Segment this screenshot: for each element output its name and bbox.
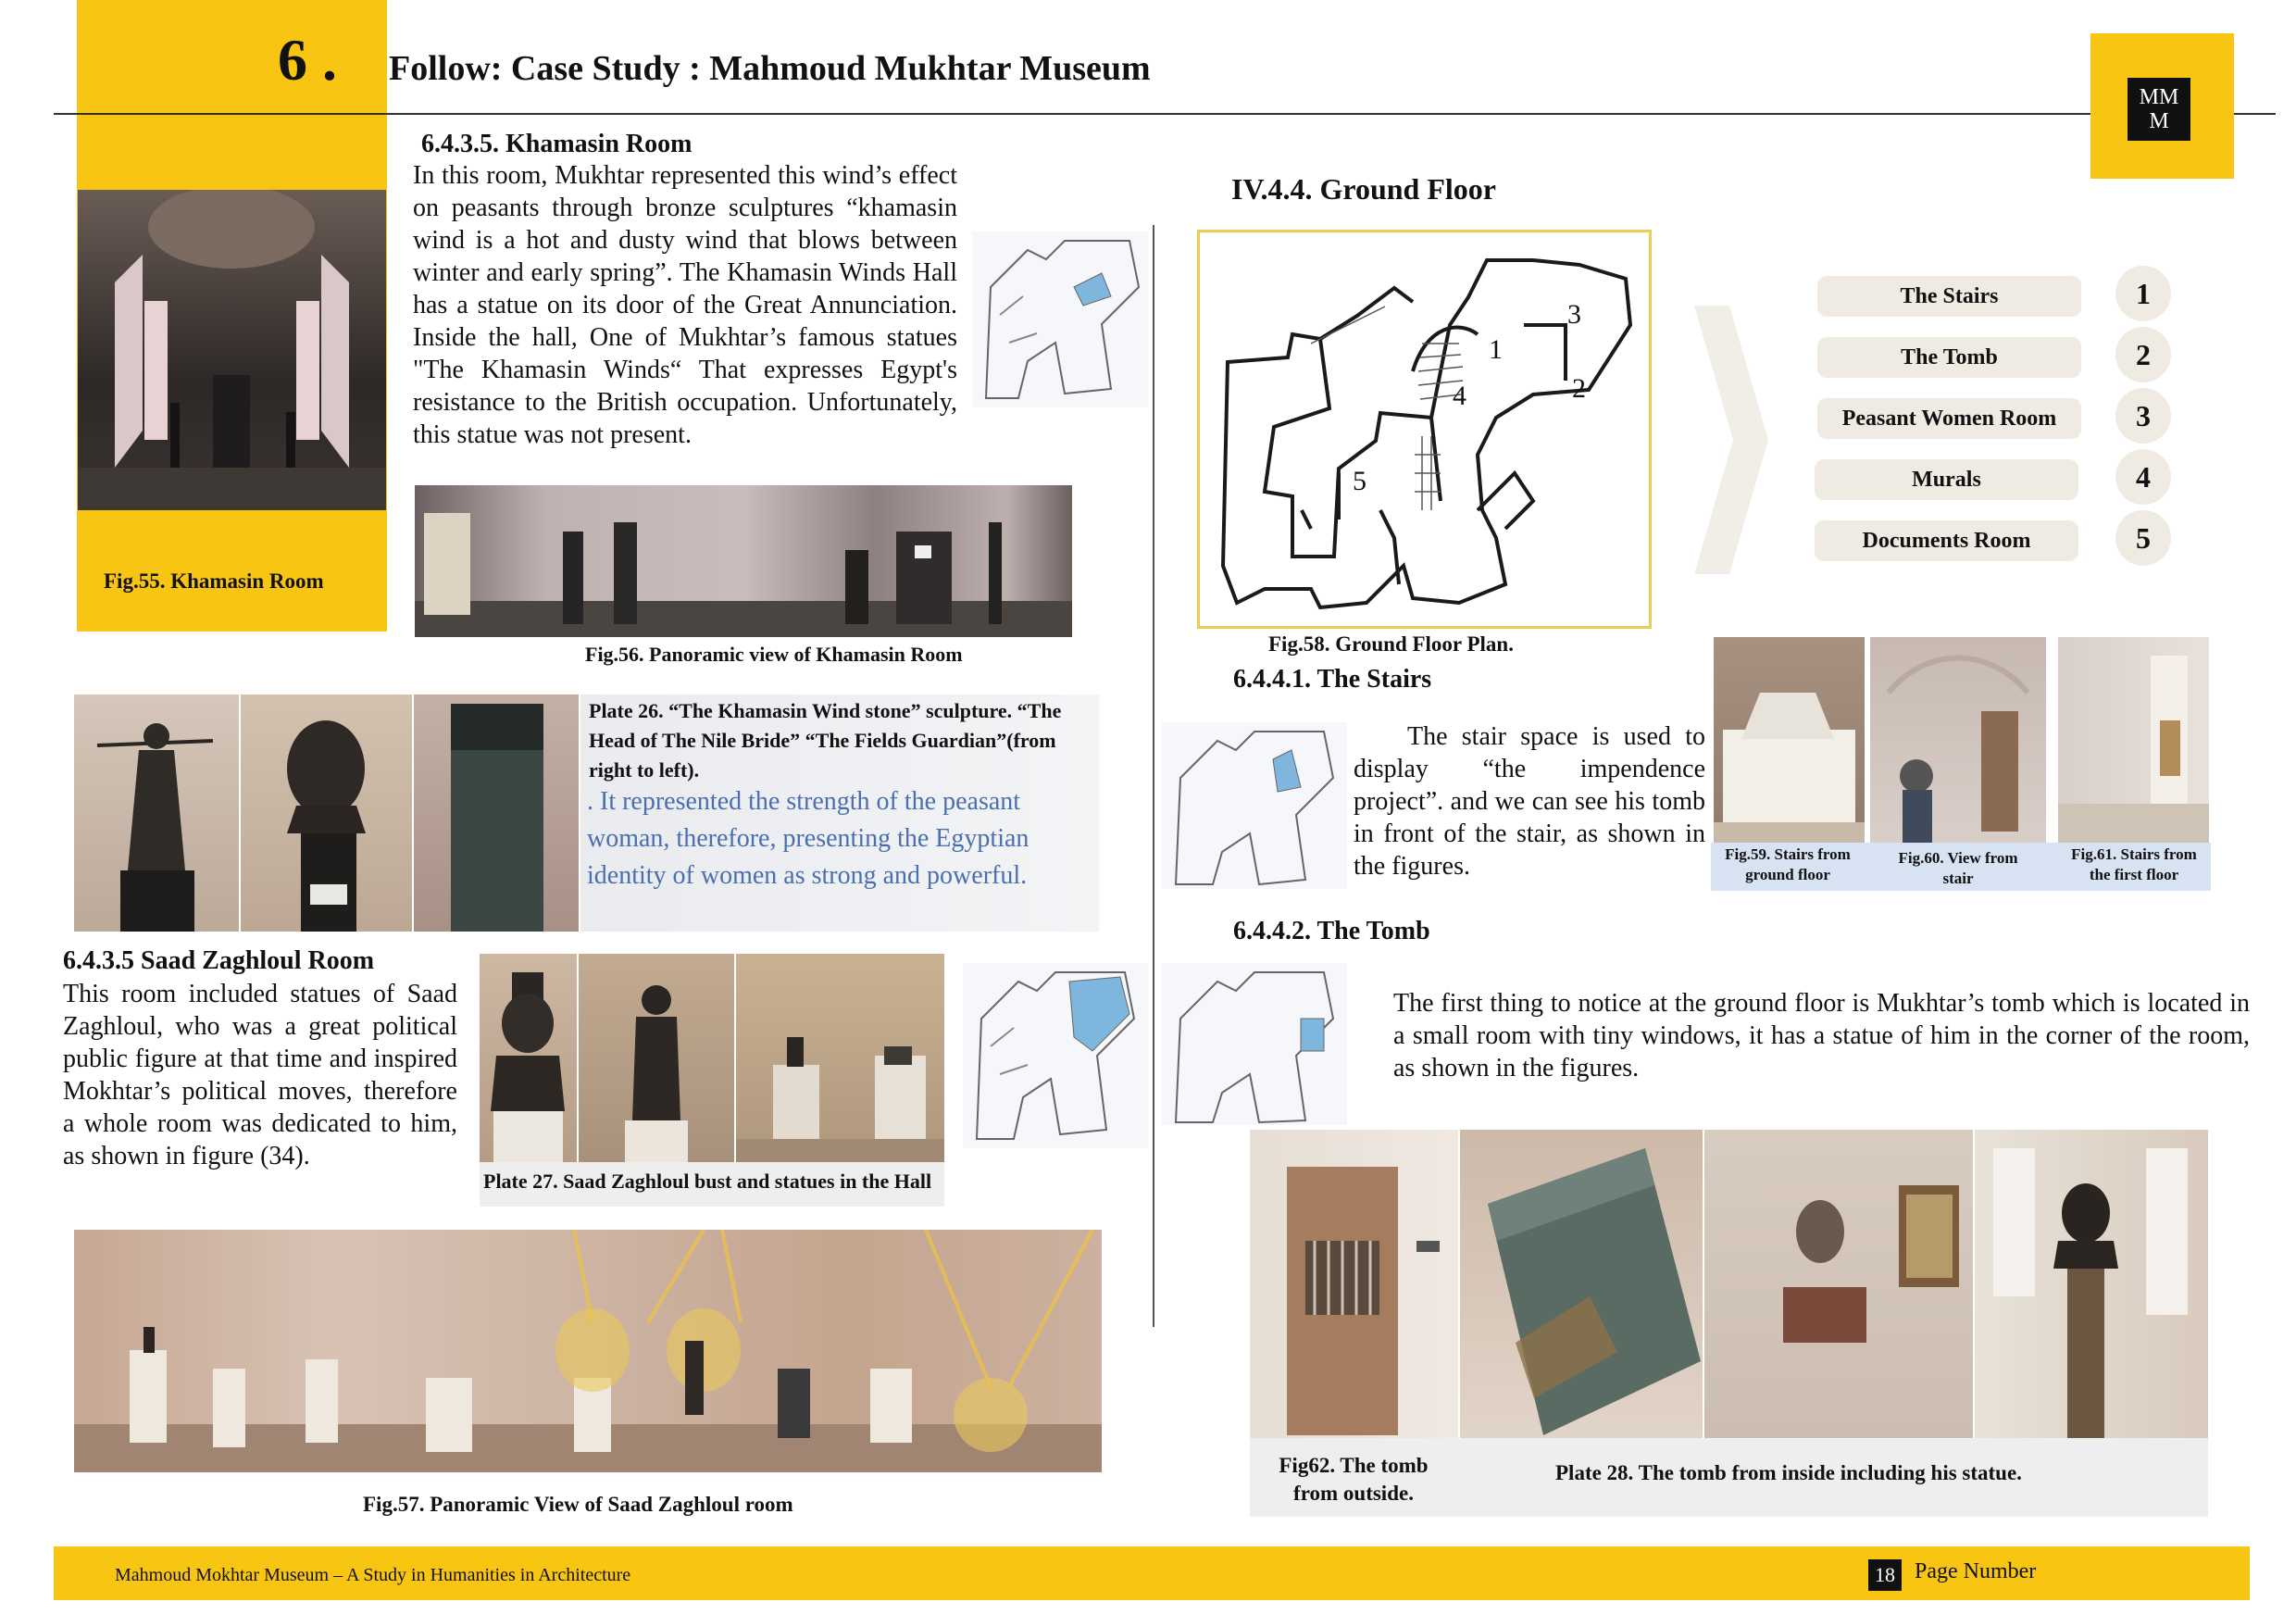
fig59-caption: Fig.59. Stairs from ground floor	[1725, 845, 1851, 883]
fig59-photo	[1714, 637, 1865, 843]
fig60-caption: Fig.60. View from stair	[1898, 849, 2018, 887]
column-divider	[1153, 225, 1154, 1327]
ground-floor-plan	[1197, 230, 1652, 629]
page-number: 18	[1875, 1563, 1895, 1586]
fig62-photo	[1250, 1130, 1458, 1438]
fig56-photo	[415, 485, 1072, 637]
nile-bride-head	[241, 694, 412, 932]
chapter-number: 6 .	[278, 27, 337, 93]
khamasin-room-image	[78, 190, 386, 510]
view-from-stair-image	[1870, 637, 2046, 843]
legend-number-4: 4	[2115, 449, 2171, 505]
legend-number-3: 3	[2115, 388, 2171, 444]
legend-item-peasant: Peasant Women Room	[1817, 398, 2081, 439]
tomb-wall-image	[1704, 1130, 1973, 1438]
plate28-caption: Plate 28. The tomb from inside including his statue.	[1555, 1461, 2022, 1484]
fig61-caption: Fig.61. Stairs from the first floor	[2071, 845, 2197, 883]
khamasin-panorama-image	[415, 485, 1072, 637]
location-thumb-saad	[963, 963, 1148, 1148]
fig57-photo	[74, 1230, 1102, 1472]
page-number-label: Page Number	[1915, 1559, 2037, 1583]
fig62-caption: Fig62. The tomb from outside.	[1279, 1454, 1429, 1505]
plan-label-5: 5	[1353, 466, 1366, 496]
fig60-photo	[1870, 637, 2046, 843]
saad-statue	[579, 954, 734, 1162]
khamasin-body: In this room, Mukhtar represented this wind’s effect on peasants through bronze sculptures “khamasin wind is a hot and dusty wind that blows between winter and early spring”. The Khamasin Winds Hall has a statue on its door of the Great Annunciation. Inside the hall, One of Mukhtar’s famous statues "The Khamasin Winds“ That expresses Egypt's resistance to the British occupation. Unfortunately, this statue was not present.	[413, 161, 957, 449]
page-number-badge	[1868, 1559, 1902, 1591]
plan-thumb-icon	[972, 231, 1148, 407]
legend-number-1: 1	[2115, 266, 2171, 321]
legend-number-2: 2	[2115, 327, 2171, 382]
khamasin-heading: 6.4.3.5. Khamasin Room	[421, 130, 693, 158]
fig55-photo	[78, 190, 386, 510]
plate26-photo-3	[414, 694, 579, 932]
fig57-caption: Fig.57. Panoramic View of Saad Zaghloul room	[363, 1493, 793, 1516]
plan-thumb-icon	[963, 963, 1148, 1148]
khamasin-wind-stone	[414, 694, 579, 932]
stairs-ground-image	[1714, 637, 1865, 843]
plate26-photo-1	[74, 694, 239, 932]
logo-text: MM M	[2139, 85, 2179, 133]
plan-thumb-icon	[1162, 722, 1347, 889]
legend-item-documents: Documents Room	[1815, 520, 2078, 561]
fig58-caption: Fig.58. Ground Floor Plan.	[1268, 632, 1514, 656]
page-title: Follow: Case Study : Mahmoud Mukhtar Museum	[389, 49, 1151, 88]
location-thumb-khamasin	[972, 231, 1148, 407]
saad-bust	[480, 954, 577, 1162]
saad-hall-view	[736, 954, 944, 1162]
plan-label-1: 1	[1489, 334, 1503, 365]
chevron-right-icon	[1694, 306, 1768, 574]
tomb-statue-image	[1975, 1130, 2208, 1438]
legend-item-murals: Murals	[1815, 459, 2078, 500]
plan-thumb-icon	[1162, 963, 1347, 1125]
tomb-slab-image	[1460, 1130, 1703, 1438]
location-thumb-tomb	[1162, 963, 1347, 1125]
ground-floor-heading: IV.4.4. Ground Floor	[1231, 172, 1496, 206]
stairs-body	[1354, 720, 1705, 882]
location-thumb-stairs	[1162, 722, 1347, 889]
plate28-photo-1	[1460, 1130, 1703, 1438]
floor-plan-drawing	[1200, 232, 1649, 626]
saad-panorama-image	[74, 1230, 1102, 1472]
plate28-photo-2	[1704, 1130, 1973, 1438]
legend-number-5: 5	[2115, 510, 2171, 566]
chapter-tab	[77, 0, 387, 113]
fields-guardian-statue	[74, 694, 239, 932]
plate27-caption: Plate 27. Saad Zaghloul bust and statues in the Hall	[483, 1170, 932, 1193]
tomb-door-image	[1250, 1130, 1458, 1438]
logo	[2128, 78, 2190, 141]
tomb-body: The first thing to notice at the ground floor is Mukhtar’s tomb which is located in a small room with tiny windows, it has a statue of him in the corner of the room, as shown in the figures.	[1393, 989, 2250, 1082]
plate27-photo-3	[736, 954, 944, 1162]
tomb-heading: 6.4.4.2. The Tomb	[1233, 917, 1430, 945]
plate26-caption: Plate 26. “The Khamasin Wind stone” sculpture. “The Head of The Nile Bride” “The Fields Guardian”(from right to left).	[589, 699, 1062, 782]
fig56-caption: Fig.56. Panoramic view of Khamasin Room	[585, 643, 963, 666]
stairs-first-floor-image	[2058, 637, 2209, 843]
legend-item-tomb: The Tomb	[1817, 337, 2081, 378]
fig61-photo	[2058, 637, 2209, 843]
legend-item-stairs: The Stairs	[1817, 276, 2081, 317]
stairs-body-text: The stair space is used to display “the impendence project”. and we can see his tomb in front of the stair, as shown in the figures.	[1354, 722, 1705, 881]
saad-heading: 6.4.3.5 Saad Zaghloul Room	[63, 946, 375, 975]
stairs-heading: 6.4.4.1. The Stairs	[1233, 665, 1432, 694]
plan-label-3: 3	[1567, 299, 1581, 330]
plan-label-2: 2	[1572, 373, 1586, 404]
plate26-note: . It represented the strength of the peasant woman, therefore, presenting the Egyptian identity of women as strong and powerful.	[587, 787, 1029, 890]
plate28-photo-3	[1975, 1130, 2208, 1438]
saad-body: This room included statues of Saad Zaghloul, who was a great political public figure at that time and inspired Mokhtar’s political moves, therefore a whole room was dedicated to him, as shown in figure (34).	[63, 980, 457, 1170]
plan-label-4: 4	[1453, 381, 1466, 411]
fig55-caption: Fig.55. Khamasin Room	[104, 569, 324, 593]
plate27-photo-2	[579, 954, 734, 1162]
footer-text: Mahmoud Mokhtar Museum – A Study in Humanities in Architecture	[115, 1565, 631, 1585]
header-rule	[54, 113, 2276, 115]
plate26-photo-2	[241, 694, 412, 932]
plate27-photo-1	[480, 954, 577, 1162]
